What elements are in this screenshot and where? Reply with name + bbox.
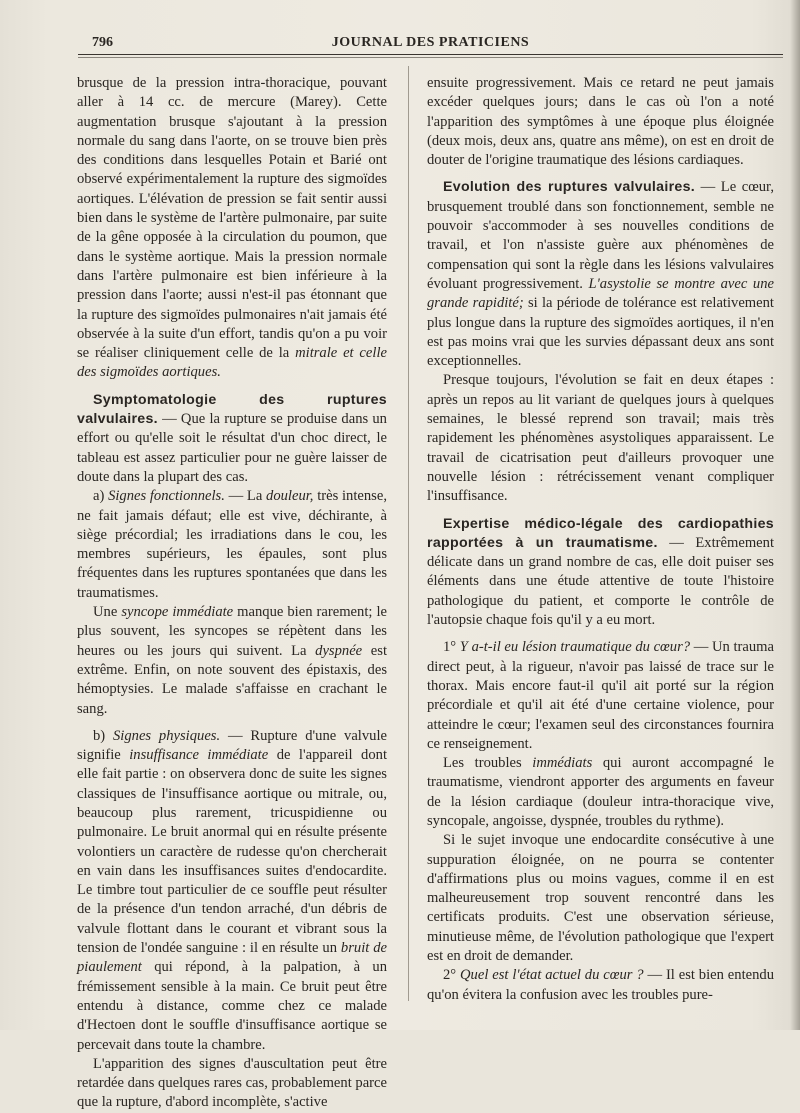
paragraph: 2° Quel est l'état actuel du cœur ? — Il est bien entendu qu'on évitera la confusion avec les troubles pure- (427, 967, 775, 1003)
left-column (77, 74, 387, 1113)
running-header (78, 30, 783, 55)
section-heading-symptomatologie: Symptomatologie des ruptures valvulaires. — Que la rupture se produise dans un effort ou qu'elle soit le résultat d'un choc direct, le tableau est assez particulier pour ne guère laisser de doute dans la plupart des cas. (77, 391, 387, 485)
paragraph: Si le sujet invoque une endocardite consécutive à une suppuration éloignée, on ne pourra se contenter d'affirmations plus ou moins vagues, comme il en est malheureusement trop souvent rencontré dans les certificats produits. C'est une observation sérieuse, minutieuse même, de l'évolution pathologique que l'expert est en droit de demander. (427, 832, 774, 965)
paragraph: Presque toujours, l'évolution se fait en deux étapes : après un repos au lit variant de quelques jours à quelques semaines, le blessé reprend son travail; mais très rapidement les phénomènes asystoliques apparaissent. Le travail de cicatrisation peut d'ailleurs provoquer une nouvelle lésion : rétrécissement venant compliquer l'insuffisance. (427, 372, 774, 505)
paragraph: Les troubles immédiats qui auront accompagné le traumatisme, viendront apporter des arguments en faveur de la lésion cardiaque (douleur intra-thoracique vive, syncopale, angoisse, dyspnée, troubles du rythme). (427, 755, 774, 829)
paragraph: b) Signes physiques. — Rupture d'une valvule signifie insuffisance immédiate de l'appareil dont elle fait partie : on observera donc de suite les signes classiques de l'insuffisance aortique ou mitrale, ou, beaucoup plus rarement, tricuspidienne ou pulmonaire. Le bruit anormal qui en résulte présente volontiers un caractère de rudesse qu'on chercherait en vain dans les insuffisances suites d'endocardite. Le timbre tout particulier de ce souffle peut résulter de la présence d'un tendon arraché, d'un débris de valvule flottant dans le courant et vibrant sous la tension de l'ondée sanguine : il en résulte un bruit de piaulement qui répond, à la palpation, à un frémissement sensible à la main. Ce bruit peut être entendu à distance, comme chez ce malade d'Hectoen dont le souffle d'insuffisance aortique se percevait dans toute la chambre. (77, 727, 387, 1053)
right-column (427, 74, 774, 1005)
paragraph: L'apparition des signes d'auscultation peut être retardée dans quelques rares cas, probablement parce que la rupture, d'abord incomplète, s'active (77, 1055, 387, 1111)
paragraph: brusque de la pression intra-thoracique, pouvant aller à 14 cc. de mercure (Marey). Cette augmentation brusque s'ajoutant à la pression normale du sang dans l'aorte, on se trouve bien près des conditions dans lesquelles Potain et Barié ont observé expérimentalement la rupture des sigmoïdes aortiques. L'élévation de pression se fait sentir aussi bien dans le système de l'artère pulmonaire, par suite de la gêne opposée à la circulation du poumon, que dans le système aortique. Mais la pression normale dans l'artère pulmonaire est bien inférieure à la pression dans l'aorte; aussi n'est-il pas étonnant que la rupture des sigmoïdes pulmonaires n'ait jamais été observée à la suite d'un effort, tandis qu'on a pu voir se réaliser cliniquement celle de la mitrale et celle des sigmoïdes aortiques. (77, 75, 387, 381)
section-heading-evolution: Evolution des ruptures valvulaires. — Le cœur, brusquement troublé dans son fonctionnement, semble ne pouvoir s'accommoder à ses nouvelles conditions de travail, et l'on n'assiste guère aux phénomènes de compensation qui sont la règle dans les lésions valvulaires évoluant progressivement. L'asystolie se montre avec une grande rapidité; si la période de tolérance est relativement plus longue dans la rupture des sigmoïdes aortiques, il n'en est pas moins vrai que les survies dépassant deux ans sont exceptionnelles. (427, 179, 774, 370)
column-divider (408, 66, 409, 1001)
paragraph: ensuite progressivement. Mais ce retard ne peut jamais excéder quelques jours; dans le cas où l'on a noté l'apparition des symptômes à une époque plus éloignée (deux mois, deux ans, quatre ans même), on est en droit de douter de l'origine traumatique des lésions cardiaques. (427, 75, 774, 169)
page-number: 796 (92, 35, 113, 50)
paragraph: 1° Y a-t-il eu lésion traumatique du cœur? — Un trauma direct peut, à la rigueur, n'avoir pas laissé de trace sur le thorax. Mais encore faut-il qu'il ait porté sur la région précordiale et qu'il ait été d'une certaine violence, pour atteindre le cœur; l'examen seul des circonstances fournira ce renseignement. (427, 639, 774, 752)
paragraph: Une syncope immédiate manque bien rarement; le plus souvent, les syncopes se répètent dans les heures ou les jours qui suivent. La dyspnée est extrême. Enfin, on note souvent des épistaxis, des hémoptysies. Le malade s'affaisse en crachant le sang. (77, 604, 387, 717)
scan-edge-shadow (790, 0, 800, 1030)
section-heading-expertise: Expertise médico-légale des cardiopathies rapportées à un traumatisme. — Extrêmement délicate dans un grand nombre de cas, elle doit puiser ses éléments dans une étude attentive de toute l'histoire pathologique du patient, et comporte le contrôle de l'autopsie chaque fois qu'il y a eu mort. (427, 515, 774, 629)
journal-title: JOURNAL DES PRATICIENS (331, 35, 530, 50)
paragraph: a) Signes fonctionnels. — La douleur, très intense, ne fait jamais défaut; elle est vive, déchirante, à siège précordial; les irradiations dans le cou, les membres supérieurs, les épaules, sont plus fréquentes dans les ruptures spontanées que dans les traumatismes. (77, 488, 387, 601)
header-rule (78, 57, 783, 58)
